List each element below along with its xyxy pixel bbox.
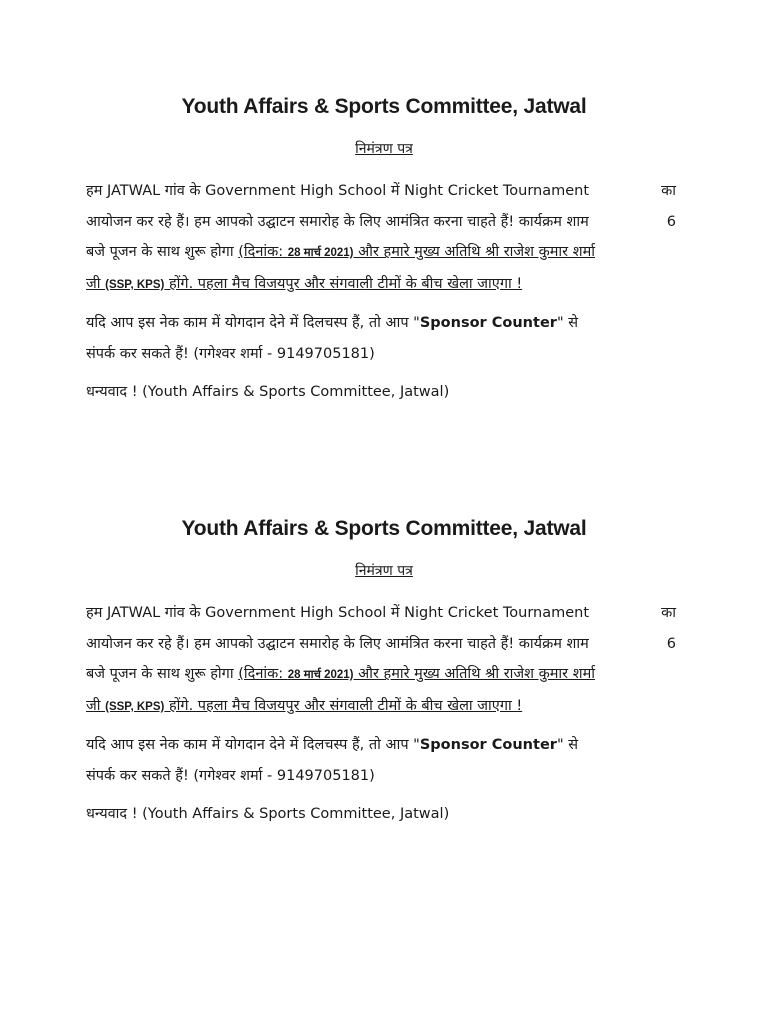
contact-line: संपर्क कर सकते हैं! (गगेश्वर शर्मा - 9149705181) xyxy=(86,345,375,362)
guest-designation: (SSP, KPS) xyxy=(105,700,165,713)
invitation-paragraph xyxy=(86,176,676,300)
sponsor-paragraph xyxy=(86,308,676,369)
sponsor-counter-label: Sponsor Counter xyxy=(419,737,557,753)
event-details-underlined: (दिनांक: 28 मार्च 2021) और हमारे मुख्य अतिथि श्री राजेश कुमार शर्मा xyxy=(238,666,595,682)
invitation-paragraph xyxy=(86,598,676,722)
paragraph-line: बजे पूजन के साथ शुरू होगा (दिनांक: 28 मार्च 2021) और हमारे मुख्य अतिथि श्री राजेश कुमार शर्मा xyxy=(86,666,595,682)
paragraph-line: बजे पूजन के साथ शुरू होगा (दिनांक: 28 मार्च 2021) और हमारे मुख्य अतिथि श्री राजेश कुमार शर्मा xyxy=(86,244,595,260)
event-date: 28 मार्च 2021) xyxy=(287,247,354,259)
paragraph-line: जी (SSP, KPS) होंगे. पहला मैच विजयपुर और संगवाली टीमों के बीच खेला जाएगा ! xyxy=(86,275,523,292)
letter-title: Youth Affairs & Sports Committee, Jatwal xyxy=(181,517,587,540)
guest-designation: (SSP, KPS) xyxy=(105,278,165,291)
invitation-letter-2 xyxy=(0,512,768,830)
sponsor-counter-label: Sponsor Counter xyxy=(419,315,557,331)
paragraph-line: आयोजन कर रहे हैं। हम आपको उद्घाटन समारोह के लिए आमंत्रित करना चाहते हैं! कार्यक्रम शाम 6 xyxy=(86,635,676,652)
event-details-underlined: (दिनांक: 28 मार्च 2021) और हमारे मुख्य अतिथि श्री राजेश कुमार शर्मा xyxy=(238,244,595,260)
thanks-line: धन्यवाद ! (Youth Affairs & Sports Committee, Jatwal) xyxy=(86,806,450,822)
invitation-letter-1 xyxy=(0,90,768,408)
thanks-line: धन्यवाद ! (Youth Affairs & Sports Committee, Jatwal) xyxy=(86,384,450,400)
paragraph-line: यदि आप इस नेक काम में योगदान देने में दिलचस्प हैं, तो आप "Sponsor Counter" से xyxy=(86,315,579,331)
letter-subtitle: निमंत्रण पत्र xyxy=(355,563,413,579)
paragraph-line: आयोजन कर रहे हैं। हम आपको उद्घाटन समारोह के लिए आमंत्रित करना चाहते हैं! कार्यक्रम शाम 6 xyxy=(86,213,676,230)
sponsor-paragraph xyxy=(86,730,676,791)
letter-subtitle: निमंत्रण पत्र xyxy=(355,141,413,157)
letter-title: Youth Affairs & Sports Committee, Jatwal xyxy=(181,95,587,118)
event-date: 28 मार्च 2021) xyxy=(287,669,354,681)
paragraph-line: जी (SSP, KPS) होंगे. पहला मैच विजयपुर और संगवाली टीमों के बीच खेला जाएगा ! xyxy=(86,697,523,714)
paragraph-line: यदि आप इस नेक काम में योगदान देने में दिलचस्प हैं, तो आप "Sponsor Counter" से xyxy=(86,737,579,753)
contact-line: संपर्क कर सकते हैं! (गगेश्वर शर्मा - 9149705181) xyxy=(86,767,375,784)
paragraph-line: हम JATWAL गांव के Government High School में Night Cricket Tournament का xyxy=(86,183,676,199)
paragraph-line: हम JATWAL गांव के Government High School में Night Cricket Tournament का xyxy=(86,605,676,621)
